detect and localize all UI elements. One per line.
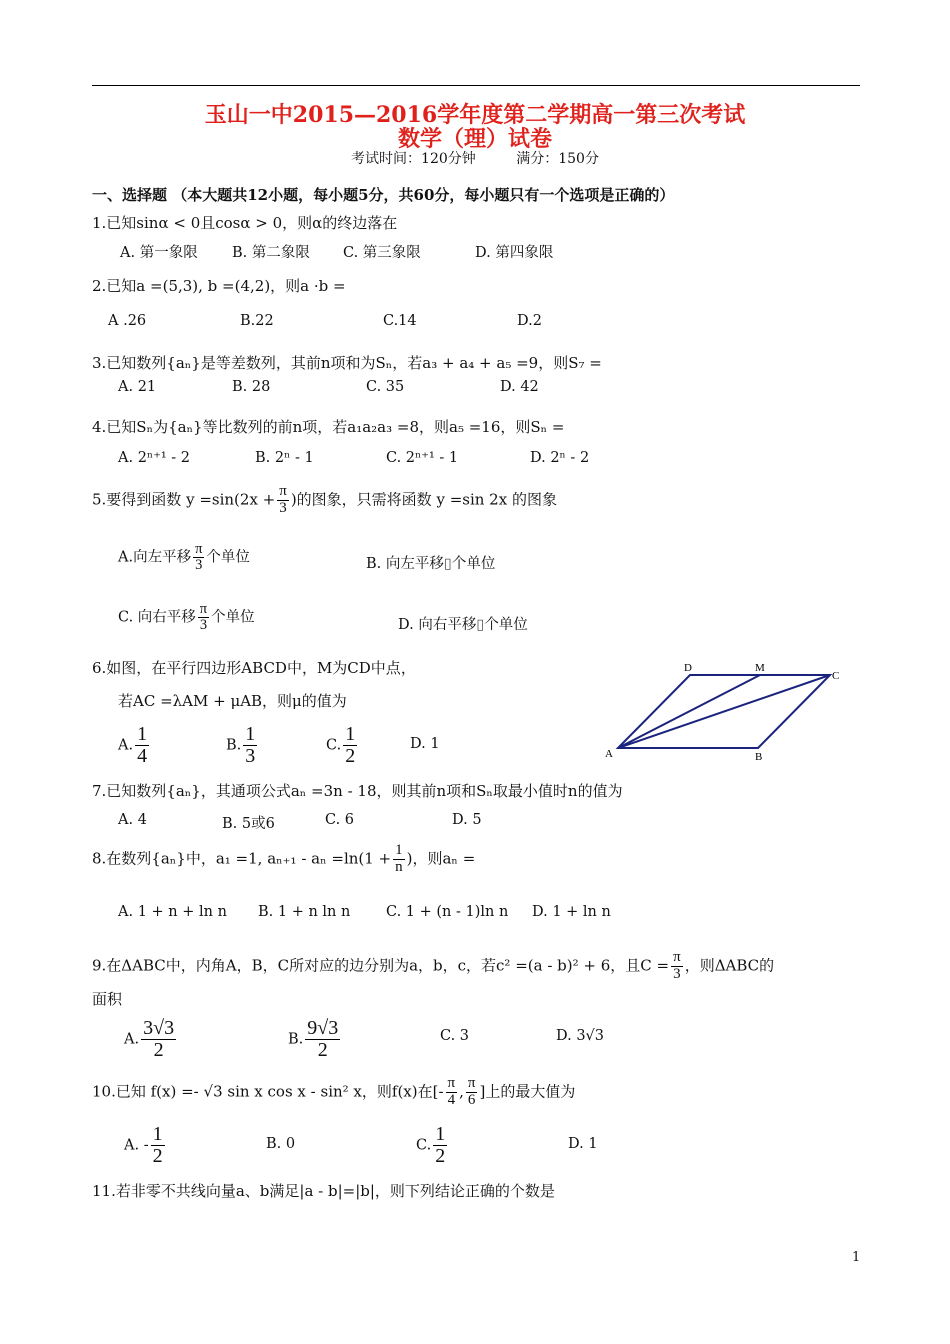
q9-option-b: B. $\frac{9√3}{2}$ [288,1017,339,1061]
question-8: 8.在数列{aₙ}中，a₁ =1, aₙ₊₁ - aₙ =ln(1 + $\frac{1}{n}$ )，则aₙ = [92,842,476,875]
label-c: C [832,670,840,682]
q6-option-c: C. $\frac{1}{2}$ [326,723,356,767]
q3-option-b: B. 28 [232,379,271,395]
exam-meta [0,148,950,168]
q4-option-d: D. 2ⁿ - 2 [530,450,590,466]
q5-option-b: B. 向左平移▯个单位 [366,556,496,572]
question-6: 6.如图，在平行四边形ABCD中，M为CD中点， [92,659,416,677]
q5-option-a: A.向左平移 $\frac{\pi}{3}$ 个单位 [118,541,250,574]
q2-option-b: B.22 [240,313,274,329]
q7-option-b: B. 5或6 [222,816,275,832]
question-9-line2: 面积 [92,990,123,1008]
exam-score: 满分：150分 [516,151,599,167]
question-6-condition: 若AC =λAM + μAB，则μ的值为 [118,692,347,710]
label-b: B [755,751,763,763]
q5-option-d: D. 向右平移▯个单位 [398,617,528,633]
q10-option-a: A. - $\frac{1}{2}$ [124,1123,163,1167]
q10-option-c: C. $\frac{1}{2}$ [416,1123,446,1167]
label-d: D [684,662,692,674]
q3-option-c: C. 35 [366,379,405,395]
segment-ac [618,675,830,748]
q1-option-a: A. 第一象限 [120,245,198,261]
q1-option-b: B. 第二象限 [232,245,310,261]
q9-option-d: D. 3√3 [556,1028,605,1044]
question-1: 1.已知sinα < 0且cosα > 0，则α的终边落在 [92,214,398,232]
label-m: M [755,662,765,674]
exam-time: 考试时间：120分钟 [351,151,476,167]
exam-title: 玉山一中2015—2016学年度第二学期高一第三次考试 [204,102,746,128]
q9-option-c: C. 3 [440,1028,470,1044]
question-2: 2.已知a =(5,3), b =(4,2)，则a ·b = [92,277,346,295]
question-10: 10.已知 f(x) =- √3 sin x cos x - sin² x，则f(x)在[- $\frac{\pi}{4}$ , $\frac{\pi}{6}$ ]上的最大值为 [92,1075,576,1108]
q10-option-b: B. 0 [266,1136,296,1152]
question-5: 5.要得到函数 y =sin(2x + $\frac{\pi}{3}$ )的图象，只需将函数 y =sin 2x 的图象 [92,483,557,516]
q2-option-d: D.2 [517,313,542,329]
section-heading: 一、选择题 （本大题共12小题，每小题5分，共60分，每小题只有一个选项是正确的） [92,186,675,204]
pi-over-3: $\frac{\pi}{3}$ [279,483,287,516]
q4-option-c: C. 2ⁿ⁺¹ - 1 [386,450,459,466]
q6-option-a: A. $\frac{1}{4}$ [118,723,148,767]
q7-option-c: C. 6 [325,812,355,828]
q6-option-d: D. 1 [410,736,440,752]
question-4: 4.已知Sₙ为{aₙ}等比数列的前n项，若a₁a₂a₃ =8，则a₅ =16，则Sₙ = [92,418,565,436]
q4-option-b: B. 2ⁿ - 1 [255,450,314,466]
q2-option-a: A .26 [108,313,147,329]
q1-option-d: D. 第四象限 [475,245,554,261]
q2-option-c: C.14 [383,313,417,329]
q3-option-a: A. 21 [118,379,157,395]
q9-option-a: A. $\frac{3√3}{2}$ [124,1017,175,1061]
q5-option-c: C. 向右平移 $\frac{\pi}{3}$ 个单位 [118,601,255,634]
parallelogram-figure [598,660,848,770]
q8-option-a: A. 1 + n + ln n [118,904,227,920]
q3-option-d: D. 42 [500,379,539,395]
q4-option-a: A. 2ⁿ⁺¹ - 2 [118,450,190,466]
q8-option-c: C. 1 + (n - 1)ln n [386,904,509,920]
question-3: 3.已知数列{aₙ}是等差数列，其前n项和为Sₙ，若a₃ + a₄ + a₅ =9，则S₇ = [92,354,602,372]
question-9: 9.在ΔABC中，内角A，B，C所对应的边分别为a，b，c，若c² =(a - b)² + 6，且C = $\frac{\pi}{3}$ ，则ΔABC的 [92,949,775,982]
question-11: 11.若非零不共线向量a、b满足|a - b|=|b|，则下列结论正确的个数是 [92,1182,555,1200]
q8-option-b: B. 1 + n ln n [258,904,351,920]
q8-option-d: D. 1 + ln n [532,904,611,920]
q10-option-d: D. 1 [568,1136,598,1152]
exam-subtitle: 数学（理）试卷 [397,126,552,152]
segment-am [618,675,760,748]
question-7: 7.已知数列{aₙ}，其通项公式aₙ =3n - 18，则其前n项和Sₙ取最小值时n的值为 [92,782,623,800]
q1-option-c: C. 第三象限 [343,245,421,261]
q7-option-a: A. 4 [118,812,147,828]
top-rule [92,85,860,86]
q7-option-d: D. 5 [452,812,482,828]
page-number: 1 [852,1250,861,1265]
label-a: A [605,748,613,760]
q6-option-b: B. $\frac{1}{3}$ [226,723,256,767]
